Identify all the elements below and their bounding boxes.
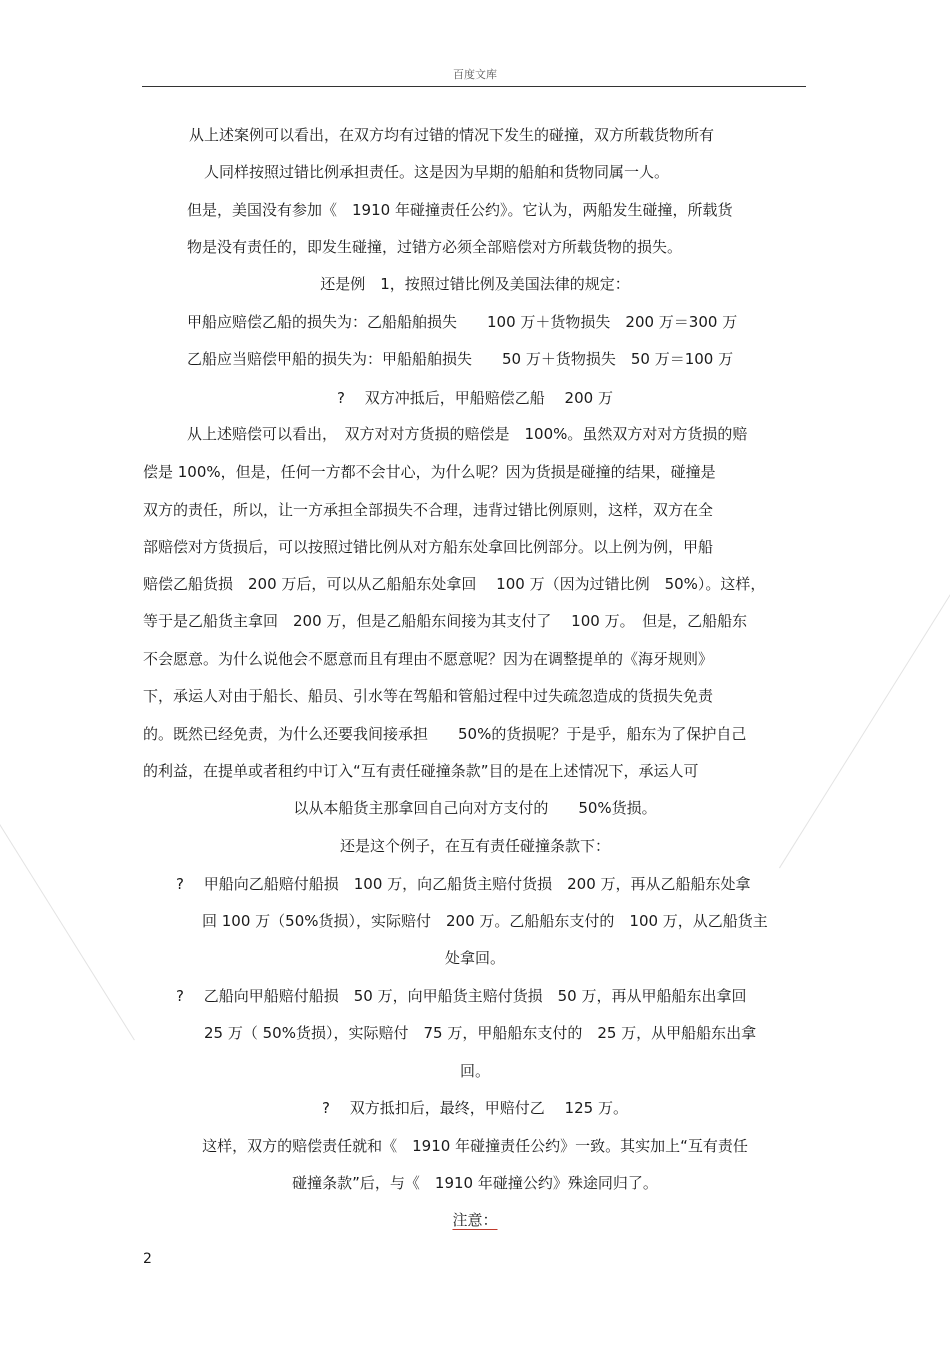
header-title: 百度文库	[453, 68, 497, 81]
note-heading	[0, 1210, 950, 1230]
text-line: ? 双方抵扣后，最终，甲赔付乙 125 万。	[322, 1099, 628, 1117]
note-label: 注意：	[452, 1211, 498, 1229]
page-number: 2	[143, 1251, 152, 1267]
text-line: 的。既然已经免责，为什么还要我间接承担 50%的货损呢？于是乎，船东为了保护自己	[143, 725, 747, 743]
text-line: 回 100 万（50%货损），实际赔付 200 万。乙船船东支付的 100 万，从乙船货主	[202, 912, 768, 930]
text-line: 碰撞条款”后，与《 1910 年碰撞公约》殊途同归了。	[292, 1174, 658, 1192]
text-line: 双方的责任，所以，让一方承担全部损失不合理，违背过错比例原则，这样，双方在全	[143, 501, 714, 519]
text-line: 的利益，在提单或者租约中订入“互有责任碰撞条款”目的是在上述情况下，承运人可	[143, 762, 699, 780]
text-line: 还是例 1，按照过错比例及美国法律的规定：	[320, 275, 630, 293]
header-rule	[142, 86, 806, 87]
text-line: 还是这个例子，在互有责任碰撞条款下：	[339, 837, 610, 855]
text-line: ? 甲船向乙船赔付船损 100 万，向乙船货主赔付货损 200 万，再从乙船船东处拿	[176, 875, 751, 893]
text-line: ? 双方冲抵后，甲船赔偿乙船 200 万	[337, 389, 613, 407]
text-line: 物是没有责任的，即发生碰撞，过错方必须全部赔偿对方所载货物的损失。	[187, 238, 683, 256]
text-line: 25 万（ 50%货损），实际赔付 75 万，甲船船东支付的 25 万，从甲船船东出拿	[204, 1024, 757, 1042]
text-line: 从上述赔偿可以看出， 双方对对方货损的赔偿是 100%。虽然双方对对方货损的赔	[187, 425, 748, 443]
watermark-line-right	[779, 579, 950, 868]
text-line: 以从本船货主那拿回自己向对方支付的 50%货损。	[293, 799, 657, 817]
text-line: 处拿回。	[444, 949, 505, 967]
text-line: 不会愿意。为什么说他会不愿意而且有理由不愿意呢？因为在调整提单的《海牙规则》	[143, 650, 714, 668]
text-line: 赔偿乙船货损 200 万后，可以从乙船船东处拿回 100 万（因为过错比例 50%）。这样，	[143, 575, 766, 593]
text-line: 但是，美国没有参加《 1910 年碰撞责任公约》。它认为，两船发生碰撞，所载货	[187, 201, 733, 219]
text-line: ? 乙船向甲船赔付船损 50 万，向甲船货主赔付货损 50 万，再从甲船船东出拿回	[176, 987, 747, 1005]
text-line: 乙船应当赔偿甲船的损失为：甲船船舶损失 50 万＋货物损失 50 万＝100 万	[187, 350, 734, 368]
text-line: 部赔偿对方货损后，可以按照过错比例从对方船东处拿回比例部分。以上例为例，甲船	[143, 538, 714, 556]
text-line: 回。	[459, 1062, 490, 1080]
text-line: 等于是乙船货主拿回 200 万，但是乙船船东间接为其支付了 100 万。 但是，乙船船东	[143, 612, 748, 630]
text-line: 下，承运人对由于船长、船员、引水等在驾船和管船过程中过失疏忽造成的货损失免责	[143, 687, 714, 705]
text-line: 人同样按照过错比例承担责任。这是因为早期的船舶和货物同属一人。	[204, 163, 670, 181]
text-line: 偿是 100%，但是，任何一方都不会甘心，为什么呢？因为货损是碰撞的结果，碰撞是	[143, 463, 716, 481]
text-line: 从上述案例可以看出，在双方均有过错的情况下发生的碰撞，双方所载货物所有	[189, 126, 715, 144]
text-line: 甲船应赔偿乙船的损失为：乙船船舶损失 100 万＋货物损失 200 万＝300 万	[187, 313, 738, 331]
text-line: 这样，双方的赔偿责任就和《 1910 年碰撞责任公约》一致。其实加上“互有责任	[202, 1137, 748, 1155]
